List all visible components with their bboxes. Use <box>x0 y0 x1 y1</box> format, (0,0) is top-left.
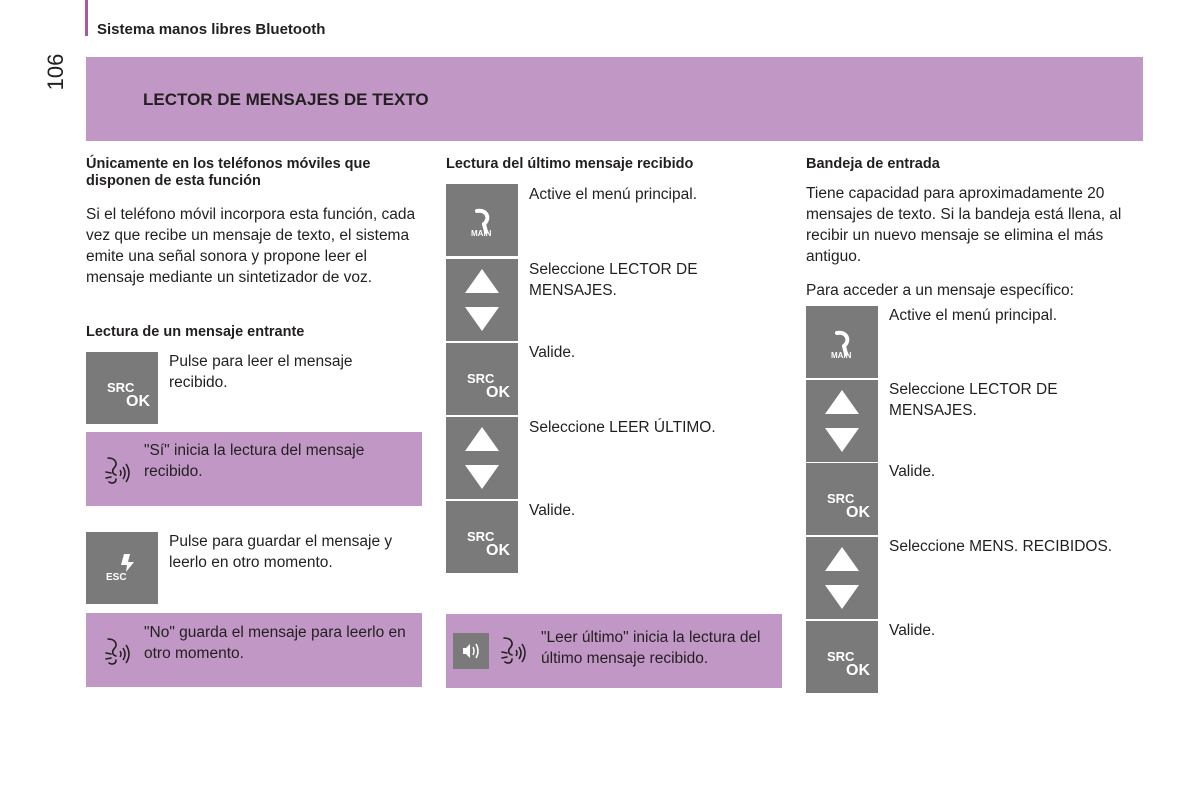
src-ok-key-icon <box>806 621 878 693</box>
ok-key-label: OK <box>126 393 150 410</box>
col1-voice2-box <box>86 613 422 687</box>
col3-step-1: Active el menú principal. <box>889 307 1057 324</box>
col2-step-2: Seleccione LECTOR DE MENSAJES. <box>529 261 698 299</box>
col2-step-1: Active el menú principal. <box>529 186 697 203</box>
col3-heading: Bandeja de entrada <box>806 156 940 172</box>
col2-voice-text: "Leer último" inicia la lectura del último mensaje recibido. <box>541 629 761 667</box>
voice-command-icon <box>498 634 532 668</box>
src-ok-key-icon <box>446 343 518 415</box>
col1-voice1-box <box>86 432 422 506</box>
col1-intro: Si el teléfono móvil incorpora esta función, cada vez que recibe un mensaje de texto, el sistema emite una señal sonora y propone leer el mensaje mediante un sintetizador de voz. <box>86 206 416 286</box>
col3-step-2: Seleccione LECTOR DE MENSAJES. <box>889 381 1058 419</box>
src-key-label: SRC <box>107 380 135 395</box>
col1-voice2-text: "No" guarda el mensaje para leerlo en otro momento. <box>144 624 406 662</box>
src-key-label: SRC <box>827 649 855 664</box>
banner-title: LECTOR DE MENSAJES DE TEXTO <box>143 90 429 109</box>
voice-command-icon <box>102 454 136 488</box>
col3-intro: Tiene capacidad para aproximadamente 20 mensajes de texto. Si la bandeja está llena, al recibir un nuevo mensaje se elimina el más antiguo. <box>806 185 1122 265</box>
col1-subheading: Lectura de un mensaje entrante <box>86 324 305 340</box>
src-ok-key-icon <box>86 352 158 424</box>
col1-voice1-text: "Sí" inicia la lectura del mensaje recibido. <box>144 442 365 480</box>
src-key-label: SRC <box>467 371 495 386</box>
src-key-label: SRC <box>827 491 855 506</box>
up-down-arrows-icon <box>446 259 518 341</box>
ok-key-label: OK <box>486 384 510 401</box>
voice-command-icon <box>102 635 136 669</box>
src-ok-key-icon <box>806 463 878 535</box>
main-key-label: MAIN <box>831 351 852 360</box>
col3-step-3: Valide. <box>889 463 936 480</box>
col2-step-3: Valide. <box>529 344 576 361</box>
col3-step-4: Seleccione MENS. RECIBIDOS. <box>889 538 1113 555</box>
up-down-arrows-icon <box>806 380 878 462</box>
main-menu-key-icon <box>446 184 518 256</box>
col1-step1-text: Pulse para leer el mensaje recibido. <box>169 353 353 391</box>
up-down-arrows-icon <box>446 417 518 499</box>
page-number: 106 <box>43 53 68 91</box>
esc-key-icon <box>86 532 158 604</box>
ok-key-label: OK <box>846 662 870 679</box>
col2-step-5: Valide. <box>529 502 576 519</box>
col2-step-4: Seleccione LEER ÚLTIMO. <box>529 419 716 436</box>
up-down-arrows-icon <box>806 537 878 619</box>
main-key-label: MAIN <box>471 229 492 238</box>
ok-key-label: OK <box>486 542 510 559</box>
src-ok-key-icon <box>446 501 518 573</box>
col1-heading: Únicamente en los teléfonos móviles que disponen de esta función <box>86 156 371 189</box>
voice-button-icon <box>453 633 489 669</box>
header-accent-bar <box>85 0 88 36</box>
section-title: Sistema manos libres Bluetooth <box>97 21 326 38</box>
col1-step2-text: Pulse para guardar el mensaje y leerlo en otro momento. <box>169 533 393 571</box>
title-banner <box>86 57 1143 141</box>
src-key-label: SRC <box>467 529 495 544</box>
main-menu-key-icon <box>806 306 878 378</box>
col2-heading: Lectura del último mensaje recibido <box>446 156 694 172</box>
col3-access: Para acceder a un mensaje específico: <box>806 282 1074 299</box>
col2-voice-box <box>446 614 782 688</box>
ok-key-label: OK <box>846 504 870 521</box>
esc-key-label: ESC <box>106 572 127 583</box>
col3-step-5: Valide. <box>889 622 936 639</box>
